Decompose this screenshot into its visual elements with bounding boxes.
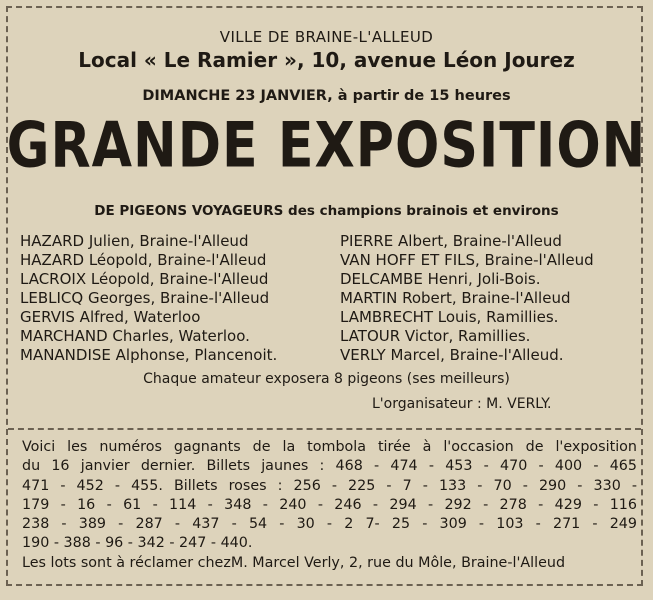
subtitle-line: DE PIGEONS VOYAGEURS des champions brainois et environs bbox=[94, 203, 559, 219]
exhibitor-entry: MARTIN Robert, Braine-l'Alleud bbox=[340, 289, 571, 307]
exhibitor-entry: LACROIX Léopold, Braine-l'Alleud bbox=[20, 270, 269, 288]
exhibitor-entry: LATOUR Victor, Ramillies. bbox=[340, 327, 531, 345]
exhibitor-entry: LAMBRECHT Louis, Ramillies. bbox=[340, 308, 559, 326]
tombola-line: 190 - 388 - 96 - 342 - 247 - 440. bbox=[22, 535, 253, 552]
exhibitor-entry: MANANDISE Alphonse, Plancenoit. bbox=[20, 346, 278, 364]
tombola-line: 471 - 452 - 455. Billets roses : 256 - 225 - 7 - 133 - 70 - 290 - 330 - bbox=[22, 477, 637, 494]
exhibitor-entry: DELCAMBE Henri, Joli-Bois. bbox=[340, 270, 541, 288]
exhibitor-entry: VERLY Marcel, Braine-l'Alleud. bbox=[340, 346, 564, 364]
exhibitor-entry: PIERRE Albert, Braine-l'Alleud bbox=[340, 232, 562, 250]
tombola-line: 238 - 389 - 287 - 437 - 54 - 30 - 2 7- 25 - 309 - 103 - 271 - 249 bbox=[22, 516, 637, 533]
exhibitor-entry: LEBLICQ Georges, Braine-l'Alleud bbox=[20, 289, 270, 307]
exhibitors-left-column bbox=[20, 232, 277, 365]
tombola-line: du 16 janvier dernier. Billets jaunes : 468 - 474 - 453 - 470 - 400 - 465 bbox=[22, 458, 637, 475]
tombola-line: Les lots sont à réclamer chezM. Marcel Verly, 2, rue du Môle, Braine-l'Alleud bbox=[22, 554, 566, 571]
exhibitor-entry: HAZARD Léopold, Braine-l'Alleud bbox=[20, 251, 267, 269]
exhibitors-right-column bbox=[340, 232, 594, 365]
exhibitor-entry: HAZARD Julien, Braine-l'Alleud bbox=[20, 232, 249, 250]
amateur-note: Chaque amateur exposera 8 pigeons (ses meilleurs) bbox=[143, 371, 510, 387]
city-header: VILLE DE BRAINE-L'ALLEUD bbox=[219, 28, 434, 46]
date-line: DIMANCHE 23 JANVIER, à partir de 15 heures bbox=[142, 88, 511, 104]
main-title: GRANDE EXPOSITION bbox=[6, 108, 647, 182]
tombola-line: Voici les numéros gagnants de la tombola tirée à l'occasion de l'exposition bbox=[22, 439, 637, 455]
venue-line: Local « Le Ramier », 10, avenue Léon Jourez bbox=[78, 48, 575, 72]
exhibitor-entry: GERVIS Alfred, Waterloo bbox=[20, 308, 201, 326]
tombola-line: 179 - 16 - 61 - 114 - 348 - 240 - 246 - 294 - 292 - 278 - 429 - 116 bbox=[22, 496, 637, 513]
exhibitor-entry: MARCHAND Charles, Waterloo. bbox=[20, 327, 250, 345]
organizer-note: L'organisateur : M. VERLY. bbox=[372, 396, 552, 412]
section-divider bbox=[8, 428, 641, 430]
exhibitor-entry: VAN HOFF ET FILS, Braine-l'Alleud bbox=[340, 251, 594, 269]
tombola-section bbox=[22, 438, 637, 573]
